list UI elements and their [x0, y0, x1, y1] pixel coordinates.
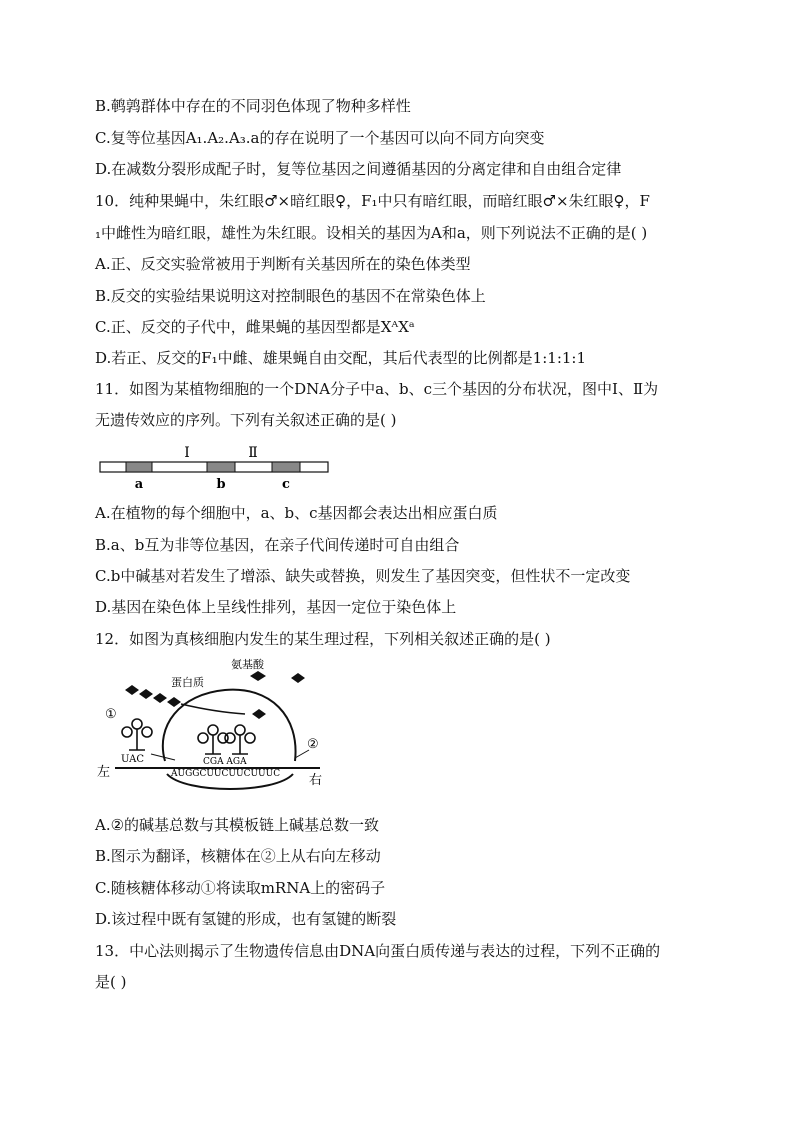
- region-label-1: Ⅰ: [184, 445, 190, 461]
- dna-gene-figure: [95, 440, 340, 495]
- question-11-stem-2: 无遗传效应的序列。下列有关叙述正确的是( ): [95, 411, 397, 429]
- gene-a-segment: [126, 462, 152, 472]
- amino-acid-icons: [125, 671, 305, 719]
- option-11b: B.a、b互为非等位基因，在亲子代间传递时可自由组合: [95, 536, 460, 554]
- amino-acid-label: 氨基酸: [231, 658, 264, 671]
- option-9b: B.鹌鹑群体中存在的不同羽色体现了物种多样性: [95, 97, 411, 115]
- mrna-sequence-label: AUGGCUUCUUCUUUC: [171, 769, 281, 779]
- question-10-stem-2: ₁中雌性为暗红眼，雄性为朱红眼。设相关的基因为A和a，则下列说法不正确的是( ): [95, 224, 648, 242]
- option-12b: B.图示为翻译，核糖体在②上从右向左移动: [95, 847, 381, 865]
- question-13-stem-1: 13．中心法则揭示了生物遗传信息由DNA向蛋白质传递与表达的过程，下列不正确的: [95, 942, 661, 960]
- option-12a: A.②的碱基总数与其模板链上碱基总数一致: [95, 816, 380, 834]
- trna-ribosome-2: [225, 725, 255, 754]
- question-13-stem-2: 是( ): [95, 973, 127, 991]
- trna-free: [122, 719, 152, 750]
- question-10-stem-1: 10．纯种果蝇中，朱红眼♂×暗红眼♀，F₁中只有暗红眼，而暗红眼♂×朱红眼♀，F: [95, 192, 650, 210]
- translation-figure: [95, 656, 335, 806]
- gene-label-a: a: [134, 477, 144, 492]
- anticodon-label: UAC: [121, 754, 144, 765]
- trna-marker: ①: [105, 707, 117, 722]
- option-12c: C.随核糖体移动①将读取mRNA上的密码子: [95, 879, 386, 897]
- question-12-stem: 12．如图为真核细胞内发生的某生理过程，下列相关叙述正确的是( ): [95, 630, 551, 648]
- option-12d: D.该过程中既有氢键的形成，也有氢键的断裂: [95, 910, 397, 928]
- ribosome-outline: [163, 690, 296, 761]
- option-9d: D.在减数分裂形成配子时，复等位基因之间遵循基因的分离定律和自由组合定律: [95, 160, 622, 178]
- gene-label-c: c: [282, 477, 290, 492]
- option-11c: C.b中碱基对若发生了增添、缺失或替换，则发生了基因突变，但性状不一定改变: [95, 567, 631, 585]
- gene-b-segment: [207, 462, 235, 472]
- option-10d: D.若正、反交的F₁中雌、雄果蝇自由交配，其后代表型的比例都是1:1:1:1: [95, 349, 587, 367]
- gene-c-segment: [272, 462, 300, 472]
- option-10a: A.正、反交实验常被用于判断有关基因所在的染色体类型: [95, 255, 471, 273]
- option-10c: C.正、反交的子代中，雌果蝇的基因型都是XᴬXᵃ: [95, 318, 415, 336]
- option-9c: C.复等位基因A₁.A₂.A₃.a的存在说明了一个基因可以向不同方向突变: [95, 129, 545, 147]
- trna-bases-label: CGA AGA: [203, 757, 247, 767]
- mrna-marker: ②: [307, 737, 319, 752]
- trna-ribosome-1: [198, 725, 228, 754]
- question-11-stem-1: 11．如图为某植物细胞的一个DNA分子中a、b、c三个基因的分布状况，图中Ⅰ、Ⅱ为: [95, 380, 659, 398]
- left-direction-label: 左: [97, 765, 111, 780]
- region-label-2: Ⅱ: [248, 445, 258, 461]
- option-11d: D.基因在染色体上呈线性排列，基因一定位于染色体上: [95, 598, 457, 616]
- option-11a: A.在植物的每个细胞中，a、b、c基因都会表达出相应蛋白质: [95, 504, 498, 522]
- option-10b: B.反交的实验结果说明这对控制眼色的基因不在常染色体上: [95, 287, 486, 305]
- gene-label-b: b: [216, 477, 226, 492]
- right-direction-label: 右: [309, 773, 323, 788]
- protein-label: 蛋白质: [171, 676, 204, 689]
